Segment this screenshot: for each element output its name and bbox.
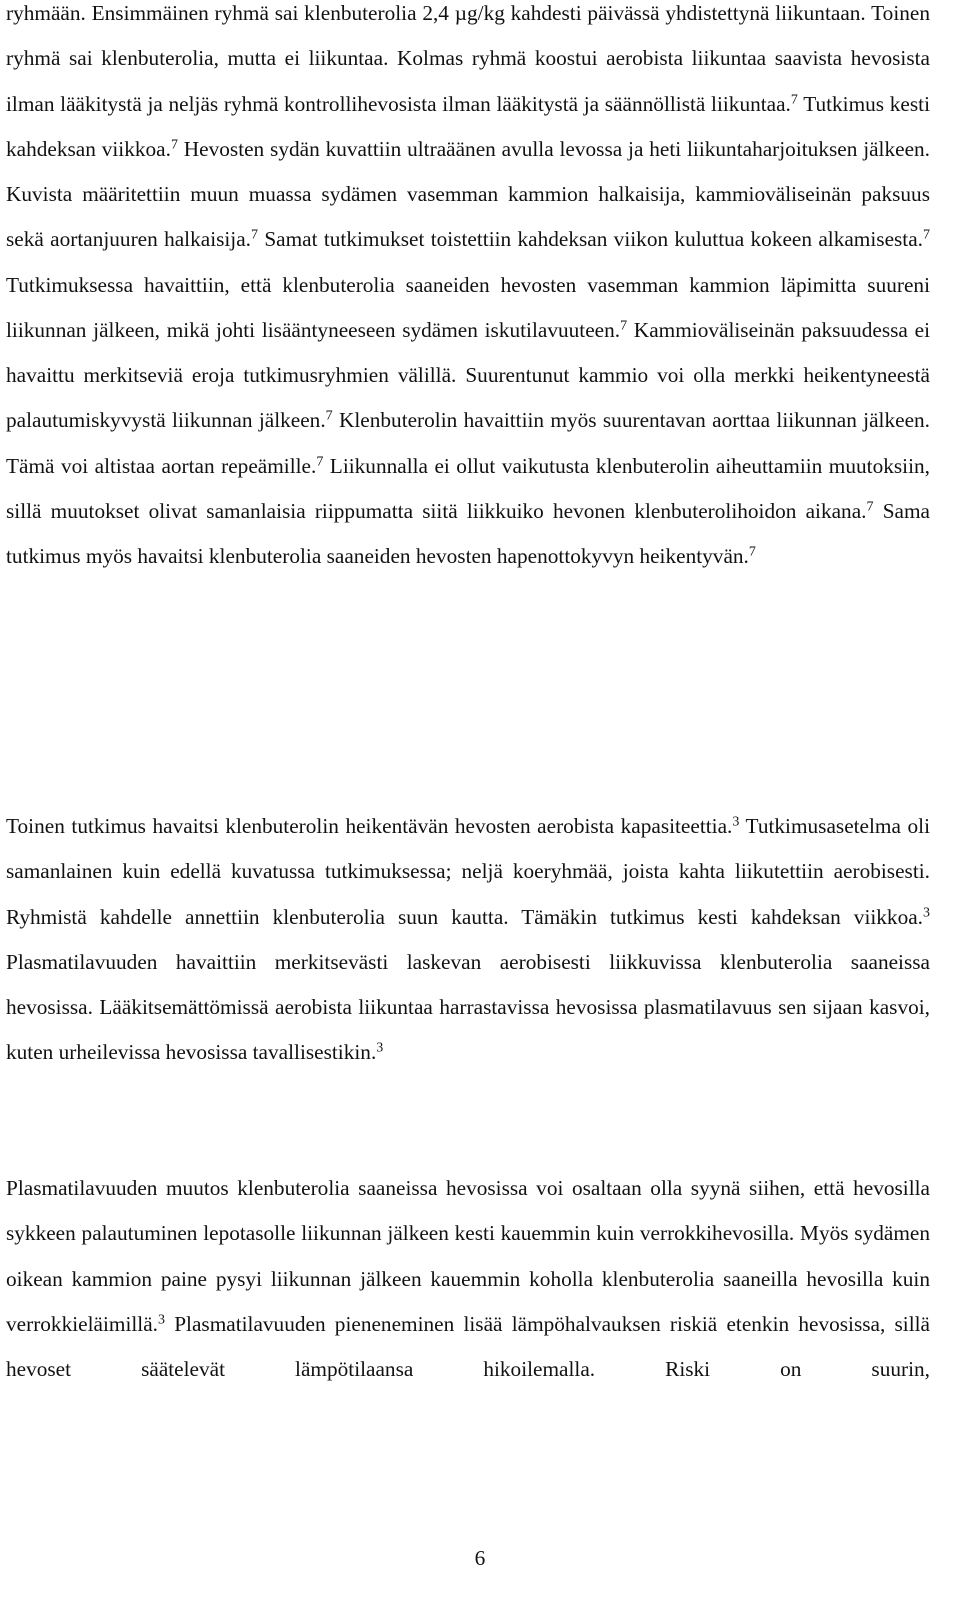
citation-superscript: 7 [748, 544, 756, 560]
paragraph-text: Kammioväliseinän paksuudessa ei havaittu merkitseviä eroja tutkimusryhmien välillä. Suurentunut kammio voi olla merkki heikentyneestä palautumiskyvystä liikunnan jälkeen. [6, 317, 930, 433]
paragraph-text: ryhmään. Ensimmäinen ryhmä sai klenbuterolia 2,4 µg/kg kahdesti päivässä yhdistettynä liikuntaan. Toinen ryhmä sai klenbuterolia, mutta ei liikuntaa. Kolmas ryhmä koostui aerobista liikuntaa saavista hevosista ilman lääkitystä ja neljäs ryhmä kontrollihevosista ilman lääkitystä ja säännöllistä liikuntaa. [6, 1, 930, 116]
paragraph-text: Plasmatilavuuden muutos klenbuterolia saaneissa hevosissa voi osaltaan olla syynä siihen, että hevosilla sykkeen palautuminen lepotasolle liikunnan jälkeen kesti kauemmin kuin verrokkihevosilla. Myös sydämen oikean kammion paine pysyi liikunnan jälkeen kauemmin koholla klenbuterolia saaneilla hevosilla kuin verrokkieläimillä. [6, 1176, 930, 1336]
paragraph-text: Toinen tutkimus havaitsi klenbuterolin heikentävän hevosten aerobista kapasiteettia. [6, 814, 733, 838]
paragraph-text: Sama tutkimus myös havaitsi klenbuterolia saaneiden hevosten hapenottokyvyn heikentyvän. [6, 498, 931, 568]
citation-superscript: 3 [376, 1040, 384, 1056]
paragraph-aerobic-capacity-study [6, 804, 930, 1076]
citation-superscript: 7 [170, 137, 178, 153]
paragraph-plasma-volume [6, 1166, 930, 1392]
citation-superscript: 7 [790, 91, 798, 107]
citation-superscript: 7 [316, 453, 324, 469]
page-number: 6 [474, 1546, 486, 1570]
paragraph-text: Klenbuterolin havaittiin myös suurentavan aorttaa liikunnan jälkeen. Tämä voi altistaa aortan repeämille. [6, 408, 930, 478]
citation-superscript: 7 [251, 227, 259, 243]
citation-superscript: 3 [923, 904, 930, 920]
paragraph-text: Tutkimusasetelma oli samanlainen kuin edellä kuvatussa tutkimuksessa; neljä koeryhmää, joista kahta liikutettiin aerobisesti. Ryhmistä kahdelle annettiin klenbuterolia suun kautta. Tämäkin tutkimus kesti kahdeksan viikkoa. [6, 814, 930, 929]
citation-superscript: 7 [325, 408, 333, 424]
citation-superscript: 3 [732, 814, 740, 830]
citation-superscript: 7 [620, 318, 628, 334]
paragraph-text: Tutkimuksessa havaittiin, että klenbuterolia saaneiden hevosten vasemman kammion läpimitta suureni liikunnan jälkeen, mikä johti lisääntyneeseen sydämen iskutilavuuteen. [6, 272, 930, 342]
paragraph-text: Plasmatilavuuden havaittiin merkitsevästi laskevan aerobisesti liikkuvissa klenbuterolia saaneissa hevosissa. Lääkitsemättömissä aerobista liikuntaa harrastavissa hevosissa plasmatilavuus sen sijaan kasvoi, kuten urheilevissa hevosissa tavallisestikin. [6, 949, 930, 1065]
paragraph-text: Tutkimus kesti kahdeksan viikkoa. [6, 91, 930, 161]
citation-superscript: 7 [866, 499, 874, 515]
citation-superscript: 3 [157, 1312, 165, 1328]
citation-superscript: 7 [923, 227, 931, 243]
paragraph-text: Plasmatilavuuden pieneneminen lisää lämpöhalvauksen riskiä etenkin hevosissa, sillä hevoset säätelevät lämpötilaansa hikoilemalla. Riski on suurin, [6, 1311, 930, 1381]
paragraph-text: Hevosten sydän kuvattiin ultraäänen avulla levossa ja heti liikuntaharjoituksen jälkeen. Kuvista määritettiin muun muassa sydämen vasemman kammion halkaisija, kammioväliseinän paksuus sekä aortanjuuren halkaisija. [6, 136, 931, 252]
paragraph-text: Liikunnalla ei ollut vaikutusta klenbuterolin aiheuttamiin muutoksiin, sillä muutokset olivat samanlaisia riippumatta siitä liikkuiko hevonen klenbuterolihoidon aikana. [6, 453, 930, 523]
paragraph-clenbuterol-heart-study [6, 0, 930, 579]
paragraph-text: Samat tutkimukset toistettiin kahdeksan viikon kuluttua kokeen alkamisesta. [258, 227, 924, 252]
